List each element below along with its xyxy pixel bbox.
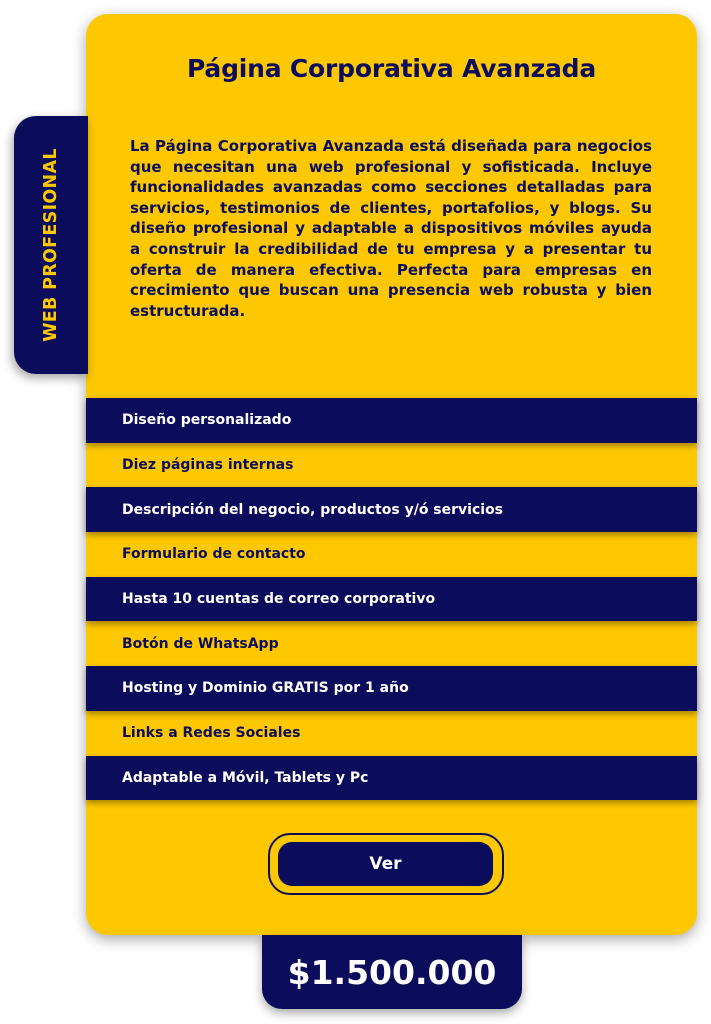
plan-title: Página Corporativa Avanzada [186, 54, 597, 83]
plan-description: La Página Corporativa Avanzada está diseñada para negocios que necesitan una web profesional y sofisticada. Incluye funcionalidades avanzadas como secciones detalladas para servicios, testimonios de clientes, portafolios, y blogs. Su diseño profesional y adaptable a dispositivos móviles ayuda a construir la credibilidad de tu empresa y a presentar tu oferta de manera efectiva. Perfecta para empresas en crecimiento que buscan una presencia web robusta y bien estructurada. [130, 137, 652, 320]
feature-item: Botón de WhatsApp [86, 621, 697, 666]
feature-item: Adaptable a Móvil, Tablets y Pc [86, 756, 697, 801]
feature-item: Links a Redes Sociales [86, 711, 697, 756]
feature-list [86, 398, 697, 800]
feature-item: Descripción del negocio, productos y/ó servicios [86, 487, 697, 532]
feature-item: Formulario de contacto [86, 532, 697, 577]
price-label: $1.500.000 [287, 952, 497, 992]
category-tab [14, 116, 88, 374]
feature-item: Hasta 10 cuentas de correo corporativo [86, 577, 697, 622]
price-tab [262, 935, 522, 1009]
feature-item: Diez páginas internas [86, 443, 697, 488]
feature-item: Hosting y Dominio GRATIS por 1 año [86, 666, 697, 711]
view-button-frame [268, 833, 504, 895]
feature-item: Diseño personalizado [86, 398, 697, 443]
view-button[interactable]: Ver [278, 842, 493, 886]
category-label: WEB PROFESIONAL [41, 148, 61, 342]
